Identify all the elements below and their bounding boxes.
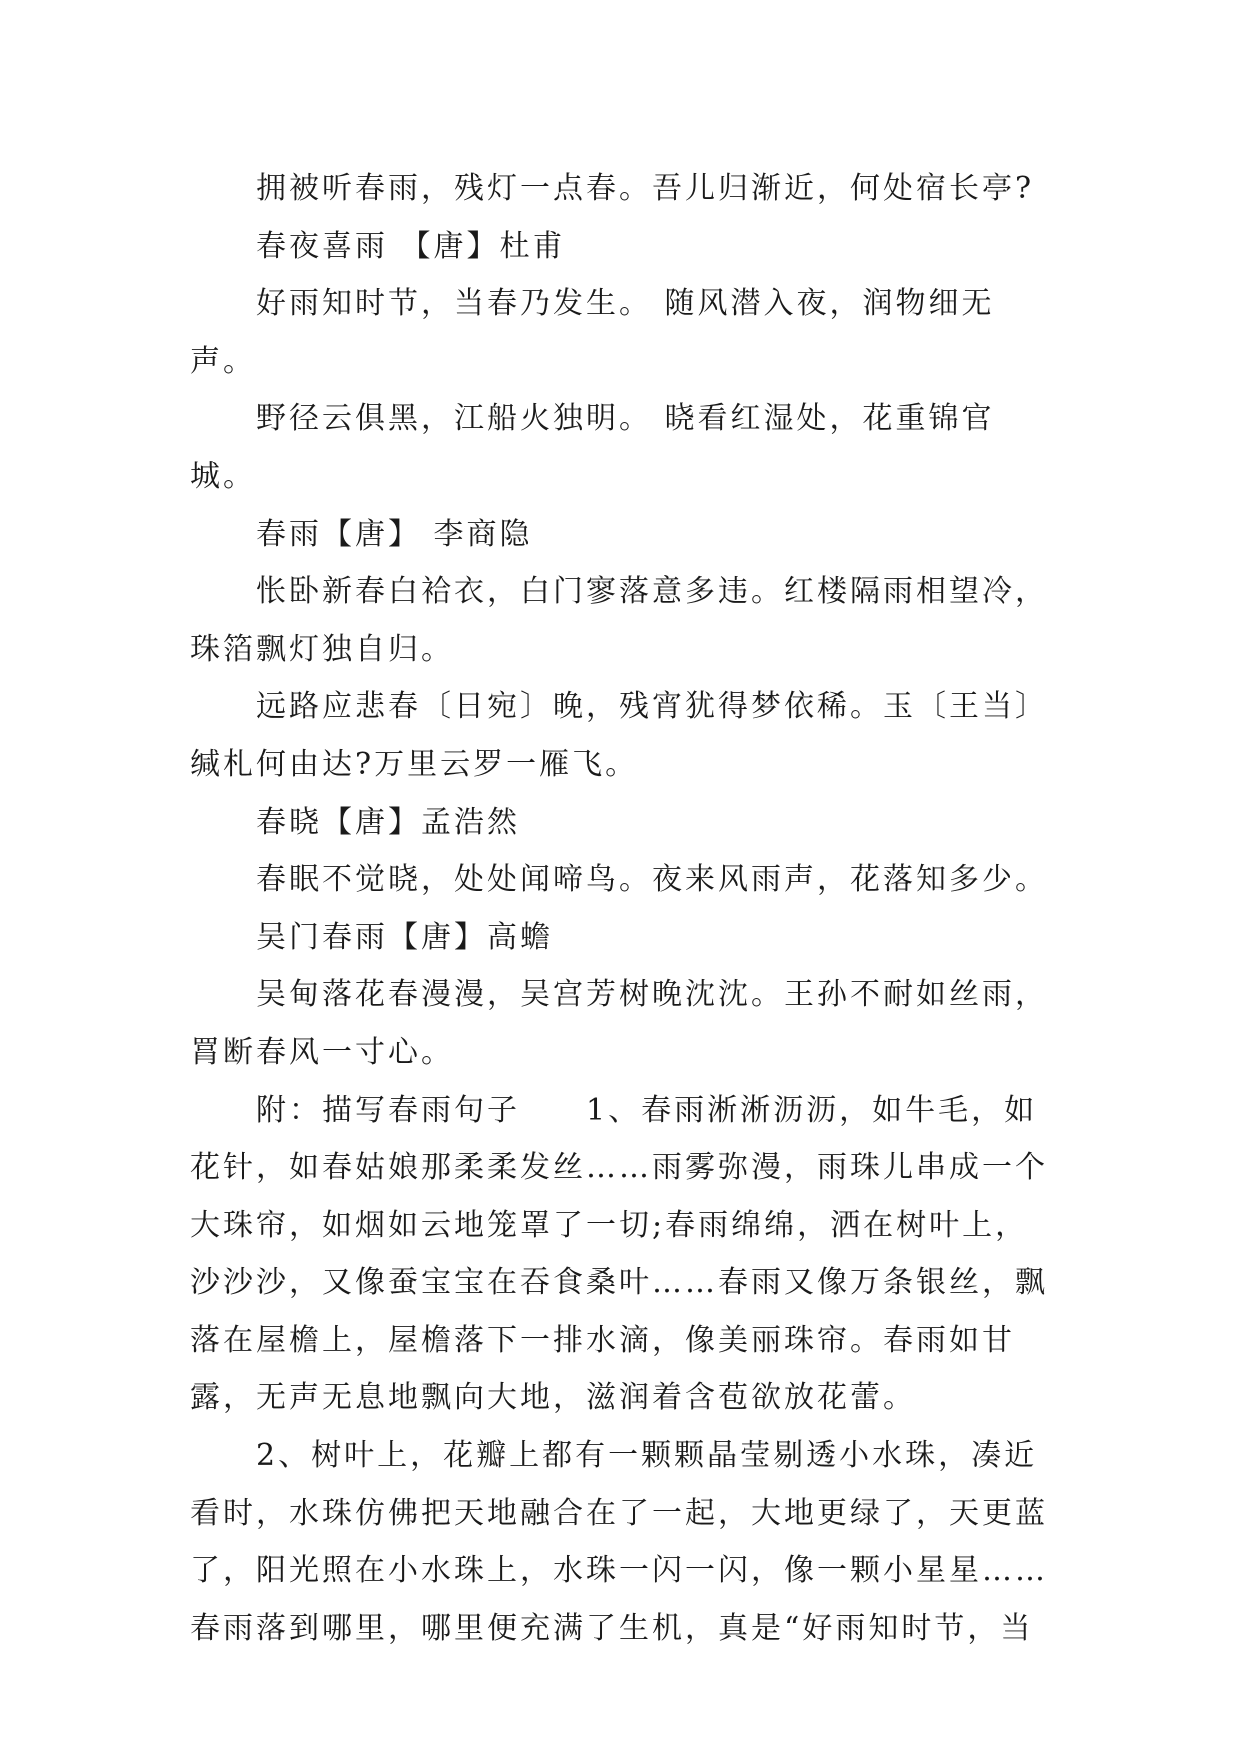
paragraph-poem-line: 好雨知时节，当春乃发生。 随风潜入夜，润物细无声。 (190, 286, 995, 379)
paragraph-poem-title: 吴门春雨【唐】高蟾 (256, 919, 553, 955)
paragraph-poem-title: 春雨【唐】 李商隐 (256, 516, 533, 552)
paragraph-poem-line: 拥被听春雨，残灯一点春。吾儿归渐近，何处宿长亭? (256, 171, 1035, 206)
paragraph-poem-line: 吴甸落花春漫漫，吴宫芳树晚沈沈。王孙不耐如丝雨，罥断春风一寸心。 (190, 977, 1048, 1070)
document-body (190, 160, 1050, 1657)
paragraph-poem-line: 春眠不觉晓，处处闻啼鸟。夜来风雨声，花落知多少。 (256, 862, 1048, 898)
paragraph-poem-title: 春夜喜雨 【唐】杜甫 (256, 228, 566, 264)
paragraph-poem-line: 远路应悲春〔日宛〕晚，残宵犹得梦依稀。玉〔王当〕缄札何由达?万里云罗一雁飞。 (190, 689, 1048, 782)
paragraph-poem-line: 怅卧新春白袷衣，白门寥落意多违。红楼隔雨相望冷，珠箔飘灯独自归。 (190, 574, 1048, 667)
paragraph-prose: 附：描写春雨句子 1、春雨淅淅沥沥，如牛毛，如花针，如春姑娘那柔柔发丝……雨雾弥漫，雨珠儿串成一个大珠帘，如烟如云地笼罩了一切;春雨绵绵，洒在树叶上，沙沙沙，又像蚕宝宝在吞食桑叶……春雨又像万条银丝，飘落在屋檐上，屋檐落下一排水滴，像美丽珠帘。春雨如甘露，无声无息地飘向大地，滋润着含苞欲放花蕾。 (190, 1092, 1048, 1416)
paragraph-poem-line: 野径云俱黑，江船火独明。 晓看红湿处，花重锦官城。 (190, 401, 995, 494)
paragraph-prose: 2、树叶上，花瓣上都有一颗颗晶莹剔透小水珠，凑近看时，水珠仿佛把天地融合在了一起，大地更绿了，天更蓝了，阳光照在小水珠上，水珠一闪一闪，像一颗小星星……春雨落到哪里，哪里便充满了生机，真是“好雨知时节，当 (190, 1438, 1048, 1646)
paragraph-poem-title: 春晓【唐】孟浩然 (256, 804, 520, 840)
